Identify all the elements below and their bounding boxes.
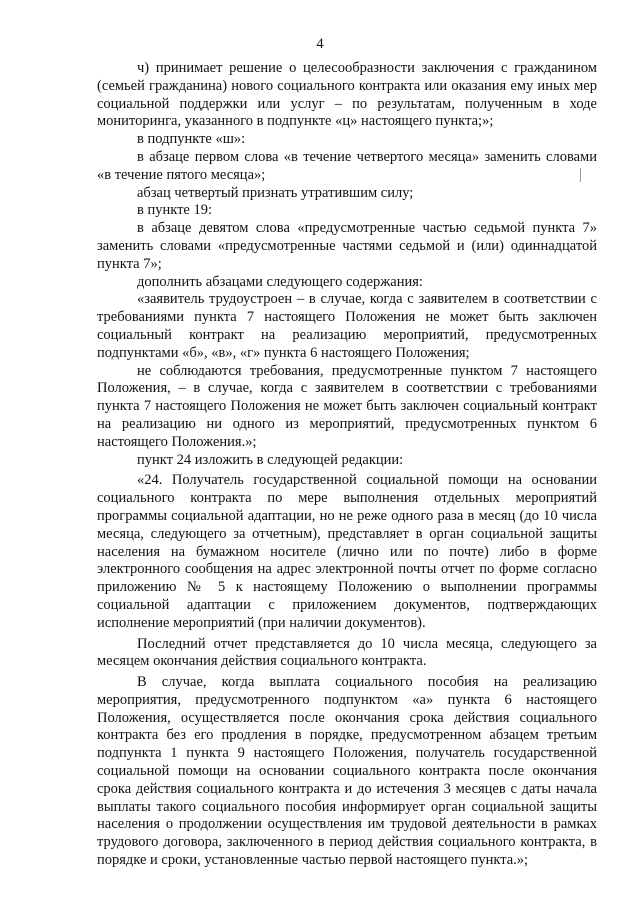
paragraph: дополнить абзацами следующего содержания:	[137, 273, 423, 290]
paragraph: в подпункте «ш»:	[137, 131, 246, 148]
paragraph: ч) принимает решение о целесообразности заключения с гражданином (семьей гражданина) нового социального контракта или оказания ему иных мер социальной поддержки или услуг – по результатам, полученным в ходе мониторинга, указанного в подпункте «ц» настоящего пункта;»;	[97, 60, 597, 130]
paragraph: не соблюдаются требования, предусмотренные пунктом 7 настоящего Положения, – в случае, когда с заявителем в соответствии с требованиями пункта 7 настоящего Положения не может быть заключен социальный контракт на реализацию ни одного из мероприятий, предусмотренных пунктом 6 настоящего Положения.»;	[97, 362, 597, 450]
paragraph: В случае, когда выплата социального пособия на реализацию мероприятия, предусмотренного подпунктом «а» пункта 6 настоящего Положения, осуществляется после окончания срока действия социального контракта без его продления в порядке, предусмотренном абзацем третьим подпункта 1 пункта 9 настоящего Положения, получатель государственной социальной помощи на основании социального контракта после окончания срока действия социального контракта и до истечения 3 месяцев с даты начала выплаты такого социального пособия информирует орган социальной защиты населения о продолжении осуществления им трудовой деятельности в рамках трудового договора, заключенного в период действия социального контракта, в порядке и сроки, установленные частью первой настоящего пункта.»;	[97, 674, 597, 869]
paragraph: в пункте 19:	[137, 202, 213, 219]
paragraph: в абзаце первом слова «в течение четвертого месяца» заменить словами «в течение пятого месяца»;	[97, 148, 597, 183]
paragraph: абзац четвертый признать утратившим силу;	[137, 184, 414, 201]
paragraph: «24. Получатель государственной социальной помощи на основании социального контракта по мере выполнения отдельных мероприятий программы социальной адаптации, но не реже одного раза в месяц (до 10 числа месяца, следующего за отчетным), представляет в орган социальной защиты населения на бумажном носителе (лично или по почте) либо в форме электронного сообщения на адрес электронной почты отчет по форме согласно приложению № 5 к настоящему Положению о выполнении программы социальной адаптации с приложением документов, подтверждающих исполнение мероприятий (при наличии документов).	[97, 472, 597, 631]
document-body	[97, 60, 597, 870]
paragraph: в абзаце девятом слова «предусмотренные частью седьмой пункта 7» заменить словами «предусмотренные частями седьмой и (или) одиннадцатой пункта 7»;	[97, 220, 597, 272]
paragraph: пункт 24 изложить в следующей редакции:	[137, 451, 404, 468]
page-number: 4	[316, 36, 324, 52]
paragraph: Последний отчет представляется до 10 числа месяца, следующего за месяцем окончания действия социального контракта.	[97, 635, 597, 670]
paragraph: «заявитель трудоустроен – в случае, когда с заявителем в соответствии с требованиями пункта 7 настоящего Положения не может быть заключен социальный контракт на реализацию мероприятий, предусмотренных подпунктами «б», «в», «г» пункта 6 настоящего Положения;	[97, 291, 597, 361]
